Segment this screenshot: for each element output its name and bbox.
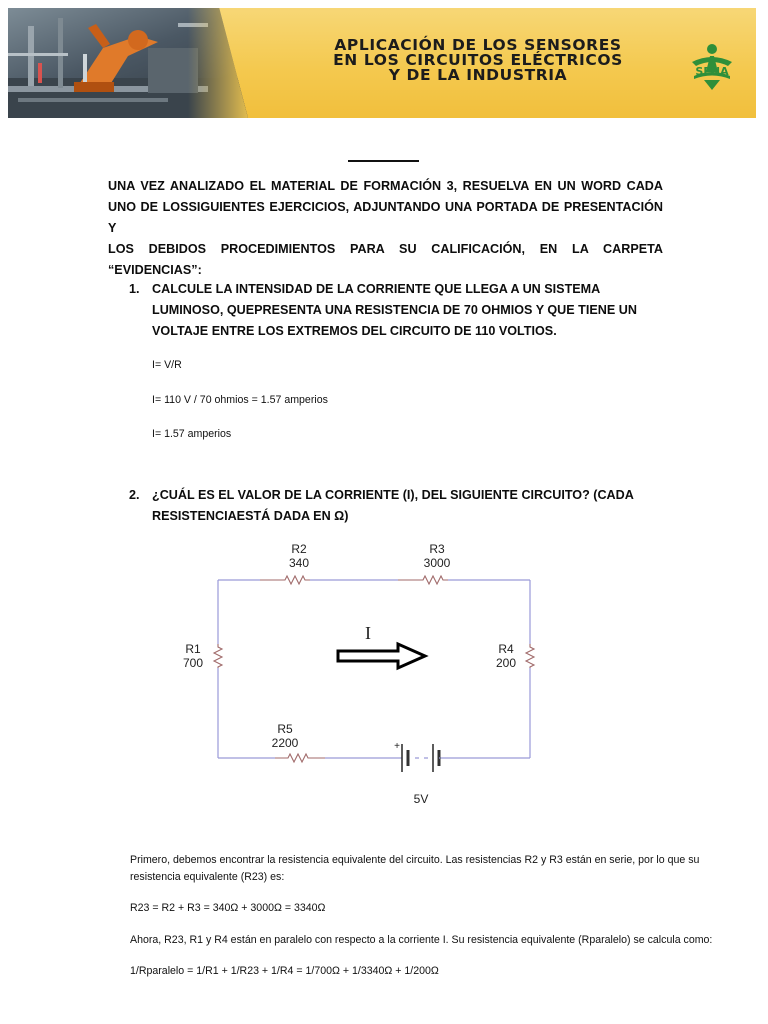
answer-formula: I= V/R: [152, 359, 182, 371]
answer-calculation: I= 110 V / 70 ohmios = 1.57 amperios: [152, 394, 328, 406]
resistor-r5-label: [262, 722, 308, 750]
resistor-value: 3000: [423, 556, 451, 570]
current-arrow-icon: [338, 644, 425, 668]
solution-equation-r23: R23 = R2 + R3 = 340Ω + 3000Ω = 3340Ω: [130, 902, 326, 914]
banner-title: [278, 38, 678, 83]
question-line: VOLTAJE ENTRE LOS EXTREMOS DEL CIRCUITO DE 110 VOLTIOS.: [152, 324, 557, 338]
resistor-r1-label: [170, 642, 216, 670]
answer-result: I= 1.57 amperios: [152, 428, 232, 440]
battery-plus-sign: +: [394, 741, 400, 752]
resistor-r3-symbol: [398, 576, 448, 584]
solution-equation-parallel: 1/Rparalelo = 1/R1 + 1/R23 + 1/R4 = 1/700Ω + 1/3340Ω + 1/200Ω: [130, 965, 439, 977]
resistor-value: 200: [495, 656, 517, 670]
question-2: [129, 485, 669, 530]
resistor-value: 2200: [271, 736, 299, 750]
resistor-value: 340: [288, 556, 310, 570]
solution-line: resistencia equivalente (R23) es:: [130, 871, 285, 883]
resistor-name: R1: [185, 642, 201, 656]
sena-logo-icon: [684, 42, 740, 94]
resistor-r3-label: [414, 542, 460, 570]
solution-line: Ahora, R23, R1 y R4 están en paralelo con respecto a la corriente I. Su resistencia equivalente (Rparalelo) se calcula como:: [130, 934, 713, 946]
question-number: 2.: [129, 488, 140, 502]
industrial-robot-photo: [8, 8, 248, 118]
resistor-name: R5: [277, 722, 293, 736]
current-label: I: [365, 623, 371, 643]
resistor-value: 700: [182, 656, 204, 670]
sena-logo-text: SENA: [695, 65, 729, 78]
question-line: ¿CUÁL ES EL VALOR DE LA CORRIENTE (I), DEL SIGUIENTE CIRCUITO? (CADA: [152, 488, 634, 502]
title-underline: [348, 160, 419, 162]
resistor-name: R4: [498, 642, 514, 656]
solution-line: Primero, debemos encontrar la resistencia equivalente del circuito. Las resistencias R2 y R3 están en serie, por lo que su: [130, 854, 700, 866]
resistor-r5-symbol: [275, 754, 325, 762]
header-banner: [8, 8, 756, 118]
question-line: RESISTENCIAESTÁ DADA EN Ω): [152, 509, 349, 523]
banner-title-line: APLICACIÓN DE LOS SENSORES: [334, 36, 622, 54]
resistor-r4-label: [484, 642, 528, 670]
instructions-line: UNO DE LOSSIGUIENTES EJERCICIOS, ADJUNTANDO UNA PORTADA DE PRESENTACIÓN Y: [108, 200, 663, 235]
banner-title-line: EN LOS CIRCUITOS ELÉCTRICOS: [333, 51, 623, 69]
question-line: LUMINOSO, QUEPRESENTA UNA RESISTENCIA DE 70 OHMIOS Y QUE TIENE UN: [152, 303, 637, 317]
question-1: [129, 279, 669, 349]
question-number: 1.: [129, 282, 140, 296]
resistor-r2-symbol: [260, 576, 310, 584]
circuit-diagram: [170, 538, 550, 810]
circuit-schematic: [170, 538, 550, 810]
instructions-line: UNA VEZ ANALIZADO EL MATERIAL DE FORMACIÓN 3, RESUELVA EN UN WORD CADA: [108, 179, 663, 193]
resistor-r2-label: [276, 542, 322, 570]
instructions-line: LOS DEBIDOS PROCEDIMIENTOS PARA SU CALIFICACIÓN, EN LA CARPETA “EVIDENCIAS”:: [108, 242, 663, 277]
resistor-name: R3: [429, 542, 445, 556]
banner-title-line: Y DE LA INDUSTRIA: [388, 66, 568, 84]
instructions-paragraph: [108, 176, 663, 281]
question-line: CALCULE LA INTENSIDAD DE LA CORRIENTE QUE LLEGA A UN SISTEMA: [152, 282, 601, 296]
battery-voltage-label: 5V: [413, 792, 429, 806]
resistor-name: R2: [291, 542, 307, 556]
